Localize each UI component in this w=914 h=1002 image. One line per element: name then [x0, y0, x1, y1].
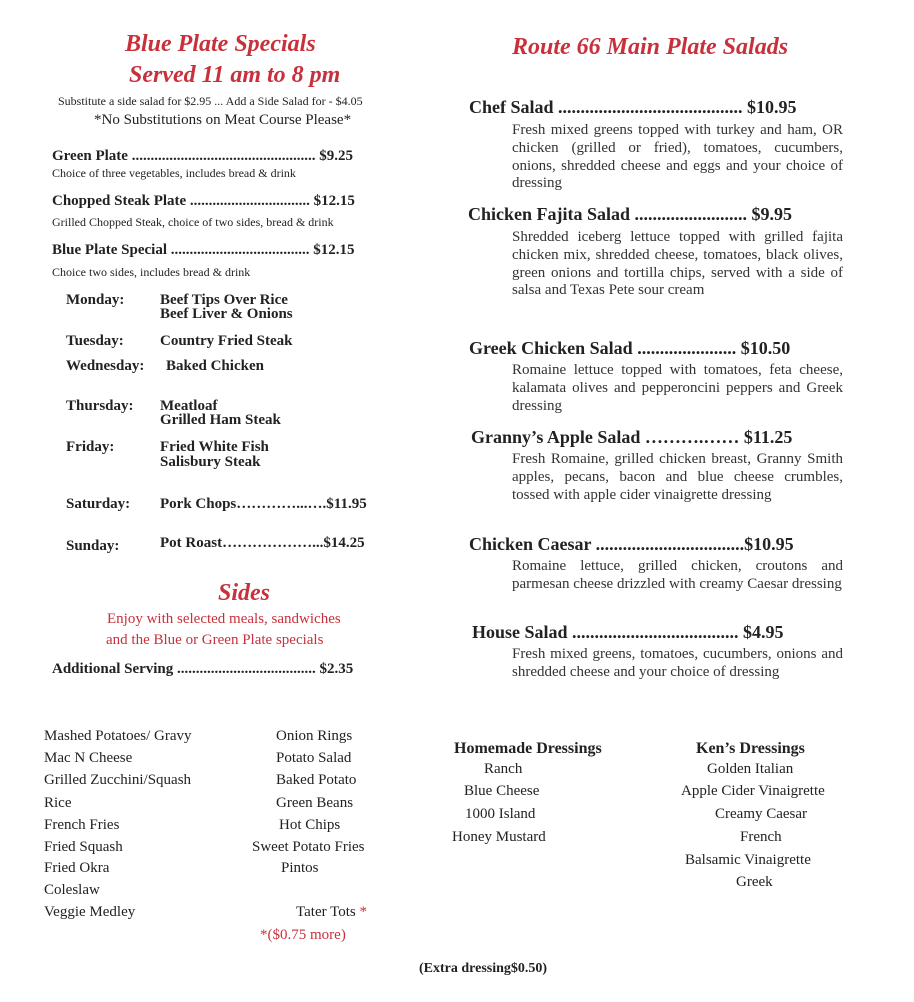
side-item: French Fries	[44, 817, 120, 833]
grannys-apple-salad-desc: Fresh Romaine, grilled chicken breast, Granny Smith apples, pecans, bacon and blue cheese crumbles, tossed with apple cider vinaigrette dressing	[512, 451, 843, 503]
day-sunday: Sunday:	[66, 538, 120, 554]
side-item: Rice	[44, 795, 72, 811]
sides-note-1: Enjoy with selected meals, sandwiches	[107, 611, 341, 627]
sides-footnote: *($0.75 more)	[260, 927, 346, 943]
side-item: Onion Rings	[276, 728, 353, 744]
chicken-caesar-desc: Romaine lettuce, grilled chicken, croutons and parmesan cheese drizzled with creamy Caesar dressing	[512, 558, 843, 592]
dressing-item: Balsamic Vinaigrette	[685, 852, 811, 868]
side-item: Veggie Medley	[44, 904, 136, 920]
thursday-item-2: Grilled Ham Steak	[160, 412, 281, 428]
chicken-fajita-salad-line: Chicken Fajita Salad ......................... $9.95	[468, 204, 793, 224]
chicken-fajita-salad-desc: Shredded iceberg lettuce topped with grilled fajita chicken mix, shredded cheese, tomatoes, black olives, green onions and tortilla chips, served with a side of salsa and Texas Pete sour cream	[512, 229, 843, 299]
green-plate-line: Green Plate ................................................. $9.25	[52, 148, 353, 164]
dressing-item: 1000 Island	[465, 806, 536, 822]
grannys-apple-salad-line: Granny’s Apple Salad ……….…… $11.25	[471, 427, 793, 447]
dressing-item: Blue Cheese	[464, 783, 540, 799]
dressing-item: Honey Mustard	[452, 829, 546, 845]
side-item: Fried Okra	[44, 860, 110, 876]
day-tuesday: Tuesday:	[66, 333, 124, 349]
dressing-item: Apple Cider Vinaigrette	[681, 783, 825, 799]
side-item: Coleslaw	[44, 882, 100, 898]
asterisk-mark: *	[359, 904, 367, 920]
blue-plate-title: Blue Plate Specials	[125, 31, 316, 57]
side-item: Hot Chips	[279, 817, 341, 833]
homemade-dressings-title: Homemade Dressings	[454, 740, 602, 757]
side-item: Potato Salad	[276, 750, 352, 766]
greek-chicken-salad-desc: Romaine lettuce topped with tomatoes, feta cheese, kalamata olives and pepperoncini peppers and Greek dressing	[512, 362, 843, 414]
saturday-item-1: Pork Chops…………...….$11.95	[160, 496, 367, 512]
side-item: Fried Squash	[44, 839, 123, 855]
greek-chicken-salad-line: Greek Chicken Salad ...................... $10.50	[469, 338, 791, 358]
sunday-item-1: Pot Roast………………...$14.25	[160, 535, 365, 551]
day-saturday: Saturday:	[66, 496, 131, 512]
salads-title: Route 66 Main Plate Salads	[512, 34, 789, 60]
no-substitutions-note: *No Substitutions on Meat Course Please*	[94, 112, 352, 128]
dressing-item: Ranch	[484, 761, 523, 777]
day-wednesday: Wednesday:	[66, 358, 145, 374]
served-hours-title: Served 11 am to 8 pm	[129, 62, 341, 88]
monday-item-2: Beef Liver & Onions	[160, 306, 293, 322]
side-item: Sweet Potato Fries	[252, 839, 365, 855]
thursday-item-1: Meatloaf	[160, 398, 218, 414]
friday-item-1: Fried White Fish	[160, 439, 269, 455]
tater-tots-item: Tater Tots *	[296, 904, 367, 920]
friday-item-2: Salisbury Steak	[160, 454, 261, 470]
chopped-steak-line: Chopped Steak Plate ................................ $12.15	[52, 193, 355, 209]
side-item: Pintos	[281, 860, 319, 876]
side-item: Grilled Zucchini/Squash	[44, 772, 192, 788]
day-monday: Monday:	[66, 292, 125, 308]
side-item: Green Beans	[276, 795, 354, 811]
sides-note-2: and the Blue or Green Plate specials	[106, 632, 324, 648]
chicken-caesar-line: Chicken Caesar .................................$10.95	[469, 534, 794, 554]
extra-dressing-note: (Extra dressing$0.50)	[419, 961, 548, 976]
dressing-item: Creamy Caesar	[715, 806, 808, 822]
house-salad-line: House Salad ..................................... $4.95	[472, 622, 784, 642]
kens-dressings-title: Ken’s Dressings	[696, 740, 805, 757]
green-plate-desc: Choice of three vegetables, includes bread & drink	[52, 166, 296, 180]
dressing-item: Golden Italian	[707, 761, 794, 777]
dressing-item: Greek	[736, 874, 773, 890]
day-friday: Friday:	[66, 439, 115, 455]
additional-serving-line: Additional Serving ..................................... $2.35	[52, 661, 354, 677]
monday-item-1: Beef Tips Over Rice	[160, 292, 288, 308]
tuesday-item-1: Country Fried Steak	[160, 333, 293, 349]
sides-title: Sides	[218, 580, 271, 606]
dressing-item: French	[740, 829, 782, 845]
day-thursday: Thursday:	[66, 398, 134, 414]
substitute-note: Substitute a side salad for $2.95 ... Add a Side Salad for - $4.05	[58, 94, 363, 108]
chef-salad-line: Chef Salad ......................................... $10.95	[469, 97, 797, 117]
side-item: Baked Potato	[276, 772, 357, 788]
house-salad-desc: Fresh mixed greens, tomatoes, cucumbers, onions and shredded cheese and your choice of dressing	[512, 646, 843, 680]
chopped-steak-desc: Grilled Chopped Steak, choice of two sides, bread & drink	[52, 215, 334, 229]
blue-plate-special-line: Blue Plate Special ..................................... $12.15	[52, 242, 355, 258]
blue-plate-special-desc: Choice two sides, includes bread & drink	[52, 265, 251, 279]
side-item: Mashed Potatoes/ Gravy	[44, 728, 192, 744]
wednesday-item-1: Baked Chicken	[166, 358, 264, 374]
chef-salad-desc: Fresh mixed greens topped with turkey and ham, OR chicken (grilled or fried), tomatoes, cucumbers, onions, shredded cheese and eggs and your choice of dressing	[512, 122, 843, 192]
side-item: Mac N Cheese	[44, 750, 133, 766]
